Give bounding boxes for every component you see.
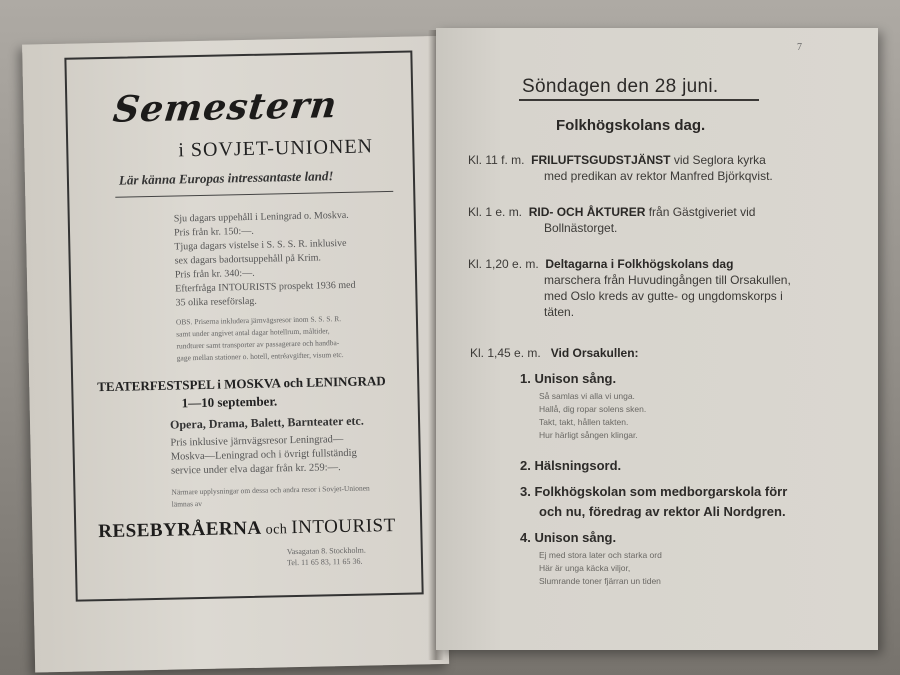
program-item: 1. Unison sång. (520, 371, 617, 386)
lyric-line: Här är unga käcka viljor, (539, 563, 631, 573)
agency-street: Vasagatan 8. Stockholm. (286, 545, 366, 557)
offer-line: Pris från kr. 150:—. (173, 225, 254, 239)
lyric-line: Takt, takt, hållen takten. (539, 417, 629, 427)
program-time: Kl. 11 f. m. (468, 153, 525, 167)
program-entry (468, 257, 733, 271)
agency-name (98, 515, 396, 543)
program-item-continuation: och nu, föredrag av rektor Ali Nordgren. (539, 504, 786, 519)
lyric-line: Slumrande toner fjärran un tiden (539, 576, 661, 586)
advertisement-frame (64, 50, 423, 601)
agency-partner: INTOURIST (291, 514, 396, 539)
program-title: Vid Orsakullen: (550, 346, 639, 360)
left-page (22, 36, 449, 673)
ad-subtitle: i SOVJET-UNIONEN (178, 135, 374, 162)
fineprint-line: OBS. Priserna inkludera järnvägsresor inom S. S. S. R. (175, 314, 342, 327)
program-rest: från Gästgiveriet vid (645, 205, 756, 219)
lyric-line: Hallå, dig ropar solens sken. (539, 404, 647, 414)
fineprint-line: gage mellan stationer o. hotell, entréavgifter, visum etc. (176, 350, 344, 363)
day-heading: Folkhögskolans dag. (556, 117, 706, 134)
program-continuation: täten. (544, 305, 575, 319)
date-heading-underline (519, 99, 759, 101)
lyric-line: Så samlas vi alla vi unga. (539, 391, 635, 401)
ad-tagline: Lär känna Europas intressantaste land! (118, 168, 334, 188)
info-line: Närmare upplysningar om dessa och andra resor i Sovjet-Unionen (171, 483, 370, 497)
program-entry (468, 205, 755, 219)
fineprint-line: samt under angivet antal dagar hotellrum, måltider, (176, 326, 330, 339)
offer-line: 35 olika reseförslag. (175, 295, 258, 309)
program-continuation: Bollnästorget. (544, 221, 618, 235)
lyric-line: Ej med stora later och starka ord (539, 550, 662, 560)
program-entry (470, 346, 639, 360)
fineprint-line: rundturer samt transporter av passagerare och handba- (176, 338, 340, 351)
program-item: 3. Folkhögskolan som medborgarskola förr (520, 484, 788, 499)
program-continuation: med predikan av rektor Manfred Björkqvist. (544, 169, 773, 183)
offer-line: sex dagars badortsuppehåll på Krim. (174, 252, 322, 267)
advertisement (66, 53, 421, 600)
program-item: 4. Unison sång. (520, 530, 617, 545)
program-rest: vid Seglora kyrka (670, 153, 766, 167)
offer-line: Pris från kr. 340:—. (174, 267, 255, 281)
info-line: lämnas av (171, 499, 203, 509)
agency-phone: Tel. 11 65 83, 11 65 36. (286, 556, 363, 568)
program-time: Kl. 1,20 e. m. (468, 257, 539, 271)
offer-line: Sju dagars uppehåll i Leningrad o. Moskva. (173, 209, 349, 225)
lyric-line: Hur härligt sången klingar. (539, 430, 638, 440)
festival-line: Pris inklusive järnvägsresor Leningrad— (170, 434, 344, 449)
program-item: 2. Hälsningsord. (520, 458, 622, 473)
program-title: RID- OCH ÅKTURER (528, 205, 646, 219)
page-number: 7 (797, 42, 802, 53)
festival-genres: Opera, Drama, Balett, Barnteater etc. (169, 413, 364, 432)
program-time: Kl. 1 e. m. (468, 205, 523, 219)
ad-divider (115, 191, 393, 198)
festival-line: Moskva—Leningrad och i övrigt fullständig (170, 447, 357, 463)
program-title: FRILUFTSGUDSTJÄNST (531, 153, 671, 167)
offer-line: Tjuga dagars vistelse i S. S. S. R. inklusive (174, 237, 347, 253)
program-title: Deltagarna i Folkhögskolans dag (545, 257, 734, 271)
program-continuation: med Oslo kreds av gutte- og ungdomskorps i (544, 289, 783, 303)
offer-line: Efterfråga INTOURISTS prospekt 1936 med (175, 279, 356, 295)
agency-main: RESEBYRÅERNA (98, 517, 262, 543)
agency-and: och (261, 522, 292, 538)
festival-line: service under elva dagar från kr. 259:—. (170, 462, 341, 477)
festival-heading: TEATERFESTSPEL i MOSKVA och LENINGRAD (97, 373, 386, 395)
program-continuation: marschera från Huvudingången till Orsakullen, (544, 273, 791, 287)
program-time: Kl. 1,45 e. m. (470, 346, 541, 360)
program-entry (468, 153, 766, 167)
festival-dates: 1—10 september. (181, 393, 278, 411)
date-heading: Söndagen den 28 juni. (522, 76, 719, 97)
ad-title: Semestern (110, 84, 340, 131)
